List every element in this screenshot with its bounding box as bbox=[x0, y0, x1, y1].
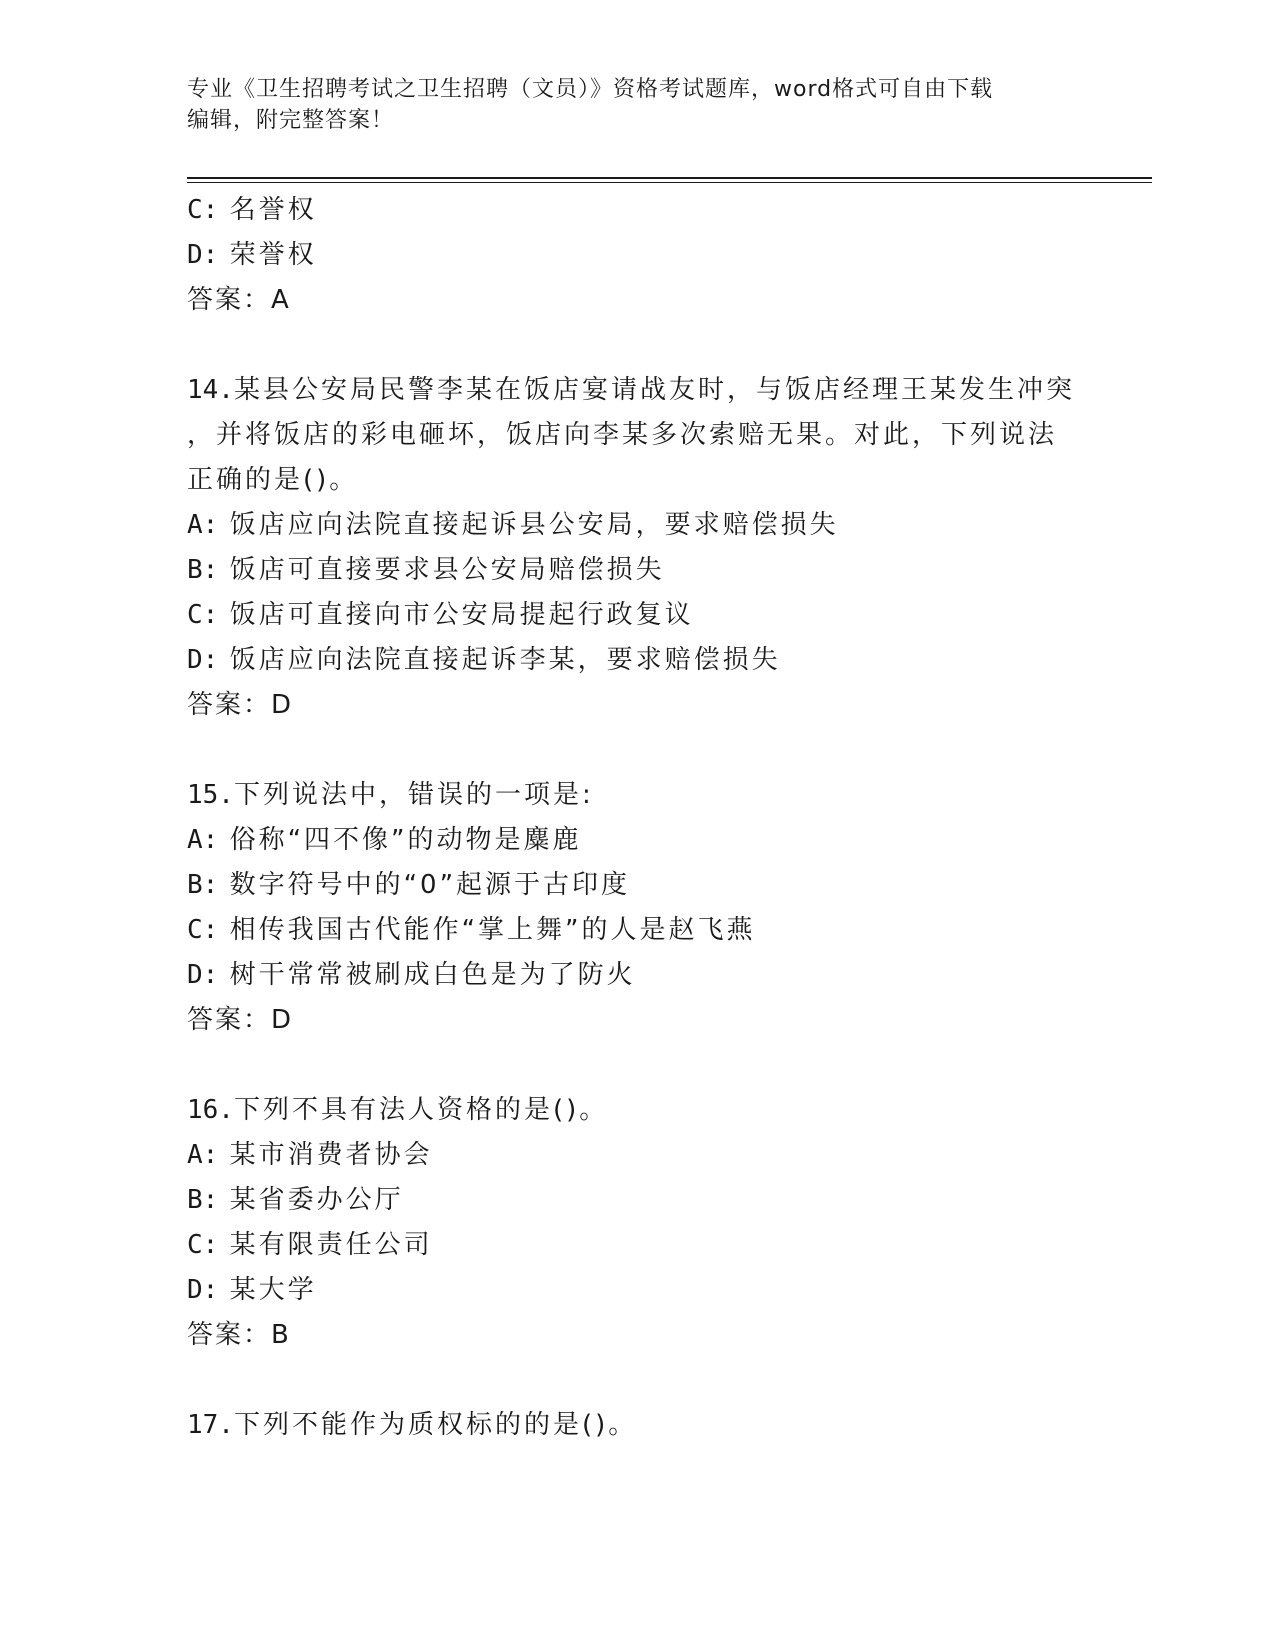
option-a: A: 某市消费者协会 bbox=[187, 1140, 433, 1170]
option-d: D: 某大学 bbox=[187, 1275, 317, 1305]
question-stem-line: 15.下列说法中，错误的一项是: bbox=[187, 780, 594, 810]
option-b: B: 饭店可直接要求县公安局赔偿损失 bbox=[187, 555, 665, 585]
header-line-1: 专业《卫生招聘考试之卫生招聘（文员）》资格考试题库，word格式可自由下载 bbox=[187, 77, 994, 102]
question-stem-line: ，并将饭店的彩电砸坏，饭店向李某多次索赔无果。对此，下列说法 bbox=[187, 420, 1058, 450]
answer-line: 答案：A bbox=[187, 285, 291, 315]
option-d: D: 荣誉权 bbox=[187, 240, 317, 270]
document-header bbox=[187, 74, 1087, 136]
answer-line: 答案：D bbox=[187, 1005, 294, 1035]
option-c: C: 饭店可直接向市公安局提起行政复议 bbox=[187, 600, 694, 630]
option-c: C: 相传我国古代能作“掌上舞”的人是赵飞燕 bbox=[187, 915, 756, 945]
answer-line: 答案：D bbox=[187, 690, 294, 720]
option-a: A: 饭店应向法院直接起诉县公安局，要求赔偿损失 bbox=[187, 510, 839, 540]
answer-line: 答案：B bbox=[187, 1320, 291, 1350]
option-b: B: 数字符号中的“0”起源于古印度 bbox=[187, 870, 631, 900]
option-b: B: 某省委办公厅 bbox=[187, 1185, 404, 1215]
question-stem-line: 16.下列不具有法人资格的是()。 bbox=[187, 1095, 609, 1125]
option-c: C: 某有限责任公司 bbox=[187, 1230, 433, 1260]
option-a: A: 俗称“四不像”的动物是麋鹿 bbox=[187, 825, 582, 855]
header-divider bbox=[187, 177, 1152, 183]
option-d: D: 树干常常被刷成白色是为了防火 bbox=[187, 960, 636, 990]
question-stem-line: 14.某县公安局民警李某在饭店宴请战友时，与饭店经理王某发生冲突 bbox=[187, 375, 1075, 405]
question-stem-line: 17.下列不能作为质权标的的是()。 bbox=[187, 1410, 638, 1440]
header-line-2: 编辑，附完整答案！ bbox=[187, 108, 395, 133]
question-stem-line: 正确的是()。 bbox=[187, 465, 359, 495]
option-c: C: 名誉权 bbox=[187, 195, 317, 225]
option-d: D: 饭店应向法院直接起诉李某，要求赔偿损失 bbox=[187, 645, 781, 675]
